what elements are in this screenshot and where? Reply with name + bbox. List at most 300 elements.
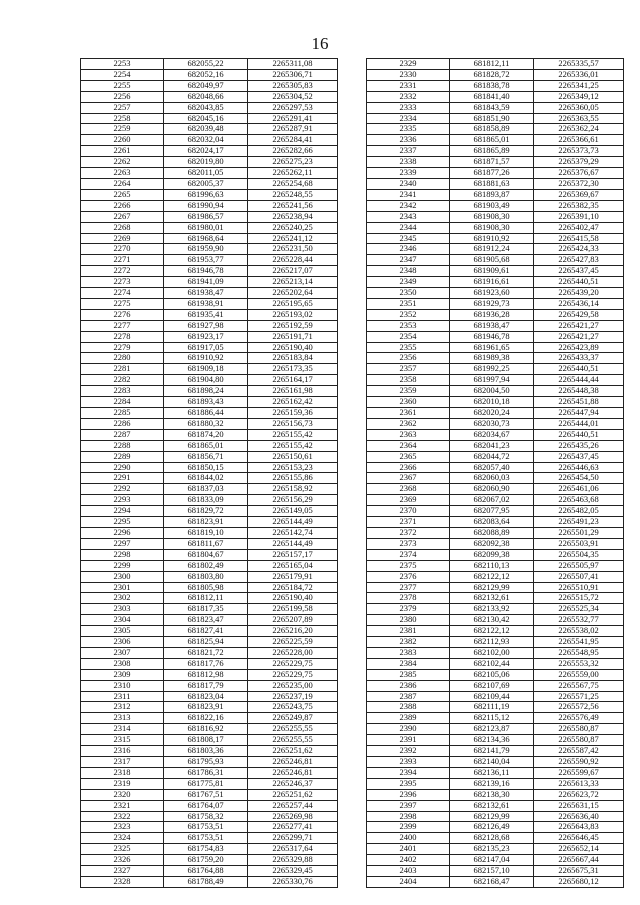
- point-number-cell: 2326: [81, 855, 164, 866]
- table-row: [367, 506, 624, 517]
- x-coordinate-cell: 681997,94: [450, 375, 534, 386]
- point-number-cell: 2284: [81, 397, 164, 408]
- y-coordinate-cell: 2265173,35: [248, 364, 338, 375]
- point-number-cell: 2365: [367, 451, 450, 462]
- point-number-cell: 2266: [81, 200, 164, 211]
- y-coordinate-cell: 2265675,31: [534, 866, 624, 877]
- x-coordinate-cell: 681803,36: [164, 746, 248, 757]
- point-number-cell: 2356: [367, 353, 450, 364]
- y-coordinate-cell: 2265202,64: [248, 288, 338, 299]
- point-number-cell: 2304: [81, 615, 164, 626]
- y-coordinate-cell: 2265228,44: [248, 255, 338, 266]
- y-coordinate-cell: 2265311,08: [248, 59, 338, 70]
- point-number-cell: 2279: [81, 342, 164, 353]
- point-number-cell: 2305: [81, 626, 164, 637]
- y-coordinate-cell: 2265229,75: [248, 658, 338, 669]
- y-coordinate-cell: 2265183,84: [248, 353, 338, 364]
- x-coordinate-cell: 681936,28: [450, 309, 534, 320]
- y-coordinate-cell: 2265165,04: [248, 560, 338, 571]
- x-coordinate-cell: 681929,73: [450, 298, 534, 309]
- table-row: [81, 440, 338, 451]
- x-coordinate-cell: 682043,85: [164, 102, 248, 113]
- y-coordinate-cell: 2265454,50: [534, 473, 624, 484]
- point-number-cell: 2392: [367, 746, 450, 757]
- point-number-cell: 2267: [81, 211, 164, 222]
- table-row: [367, 746, 624, 757]
- point-number-cell: 2265: [81, 189, 164, 200]
- point-number-cell: 2264: [81, 178, 164, 189]
- y-coordinate-cell: 2265199,58: [248, 604, 338, 615]
- y-coordinate-cell: 2265284,41: [248, 135, 338, 146]
- y-coordinate-cell: 2265162,42: [248, 397, 338, 408]
- table-row: [81, 615, 338, 626]
- point-number-cell: 2398: [367, 811, 450, 822]
- y-coordinate-cell: 2265349,12: [534, 91, 624, 102]
- y-coordinate-cell: 2265446,63: [534, 462, 624, 473]
- y-coordinate-cell: 2265217,07: [248, 266, 338, 277]
- table-row: [81, 506, 338, 517]
- table-row: [367, 418, 624, 429]
- y-coordinate-cell: 2265158,92: [248, 484, 338, 495]
- table-row: [81, 800, 338, 811]
- point-number-cell: 2385: [367, 669, 450, 680]
- point-number-cell: 2281: [81, 364, 164, 375]
- y-coordinate-cell: 2265435,26: [534, 440, 624, 451]
- y-coordinate-cell: 2265415,58: [534, 233, 624, 244]
- x-coordinate-cell: 682099,38: [450, 549, 534, 560]
- y-coordinate-cell: 2265257,44: [248, 800, 338, 811]
- table-row: [367, 844, 624, 855]
- y-coordinate-cell: 2265287,91: [248, 124, 338, 135]
- x-coordinate-cell: 681817,79: [164, 680, 248, 691]
- y-coordinate-cell: 2265193,02: [248, 309, 338, 320]
- point-number-cell: 2325: [81, 844, 164, 855]
- table-row: [81, 331, 338, 342]
- table-row: [367, 658, 624, 669]
- table-row: [81, 855, 338, 866]
- table-row: [367, 342, 624, 353]
- table-row: [81, 397, 338, 408]
- x-coordinate-cell: 682139,16: [450, 778, 534, 789]
- point-number-cell: 2282: [81, 375, 164, 386]
- table-row: [367, 680, 624, 691]
- x-coordinate-cell: 681754,83: [164, 844, 248, 855]
- y-coordinate-cell: 2265255,55: [248, 724, 338, 735]
- point-number-cell: 2314: [81, 724, 164, 735]
- y-coordinate-cell: 2265144,49: [248, 538, 338, 549]
- x-coordinate-cell: 681968,64: [164, 233, 248, 244]
- x-coordinate-cell: 681823,04: [164, 691, 248, 702]
- point-number-cell: 2255: [81, 80, 164, 91]
- table-row: [81, 571, 338, 582]
- x-coordinate-cell: 682168,47: [450, 876, 534, 887]
- point-number-cell: 2333: [367, 102, 450, 113]
- point-number-cell: 2379: [367, 604, 450, 615]
- x-coordinate-cell: 681961,65: [450, 342, 534, 353]
- x-coordinate-cell: 681986,57: [164, 211, 248, 222]
- y-coordinate-cell: 2265437,45: [534, 451, 624, 462]
- x-coordinate-cell: 682102,00: [450, 647, 534, 658]
- x-coordinate-cell: 681819,10: [164, 527, 248, 538]
- table-row: [367, 386, 624, 397]
- y-coordinate-cell: 2265179,91: [248, 571, 338, 582]
- table-row: [81, 91, 338, 102]
- y-coordinate-cell: 2265304,52: [248, 91, 338, 102]
- table-row: [81, 375, 338, 386]
- point-number-cell: 2276: [81, 309, 164, 320]
- table-row: [367, 866, 624, 877]
- x-coordinate-cell: 682105,06: [450, 669, 534, 680]
- table-row: [81, 157, 338, 168]
- y-coordinate-cell: 2265191,71: [248, 331, 338, 342]
- table-row: [367, 124, 624, 135]
- point-number-cell: 2346: [367, 244, 450, 255]
- x-coordinate-cell: 681822,16: [164, 713, 248, 724]
- point-number-cell: 2285: [81, 408, 164, 419]
- table-row: [367, 113, 624, 124]
- table-row: [367, 157, 624, 168]
- point-number-cell: 2383: [367, 647, 450, 658]
- table-row: [367, 724, 624, 735]
- x-coordinate-cell: 682122,12: [450, 571, 534, 582]
- y-coordinate-cell: 2265237,19: [248, 691, 338, 702]
- y-coordinate-cell: 2265501,29: [534, 527, 624, 538]
- x-coordinate-cell: 682048,66: [164, 91, 248, 102]
- y-coordinate-cell: 2265421,27: [534, 320, 624, 331]
- point-number-cell: 2257: [81, 102, 164, 113]
- point-number-cell: 2396: [367, 789, 450, 800]
- point-number-cell: 2400: [367, 833, 450, 844]
- point-number-cell: 2368: [367, 484, 450, 495]
- point-number-cell: 2321: [81, 800, 164, 811]
- x-coordinate-cell: 682083,64: [450, 517, 534, 528]
- point-number-cell: 2287: [81, 429, 164, 440]
- x-coordinate-cell: 681904,80: [164, 375, 248, 386]
- point-number-cell: 2331: [367, 80, 450, 91]
- point-number-cell: 2387: [367, 691, 450, 702]
- x-coordinate-cell: 681753,51: [164, 822, 248, 833]
- table-row: [367, 168, 624, 179]
- x-coordinate-cell: 681908,30: [450, 222, 534, 233]
- point-number-cell: 2341: [367, 189, 450, 200]
- table-row: [367, 637, 624, 648]
- point-number-cell: 2382: [367, 637, 450, 648]
- table-row: [81, 789, 338, 800]
- x-coordinate-cell: 681877,26: [450, 168, 534, 179]
- point-number-cell: 2332: [367, 91, 450, 102]
- table-row: [367, 822, 624, 833]
- point-number-cell: 2347: [367, 255, 450, 266]
- y-coordinate-cell: 2265372,30: [534, 178, 624, 189]
- point-number-cell: 2327: [81, 866, 164, 877]
- point-number-cell: 2378: [367, 593, 450, 604]
- point-number-cell: 2253: [81, 59, 164, 70]
- table-row: [81, 320, 338, 331]
- y-coordinate-cell: 2265379,29: [534, 157, 624, 168]
- x-coordinate-cell: 682030,73: [450, 418, 534, 429]
- x-coordinate-cell: 681821,72: [164, 647, 248, 658]
- y-coordinate-cell: 2265262,11: [248, 168, 338, 179]
- x-coordinate-cell: 681844,02: [164, 473, 248, 484]
- point-number-cell: 2322: [81, 811, 164, 822]
- table-row: [367, 59, 624, 70]
- x-coordinate-cell: 681927,98: [164, 320, 248, 331]
- y-coordinate-cell: 2265269,98: [248, 811, 338, 822]
- table-row: [81, 876, 338, 887]
- table-row: [81, 582, 338, 593]
- x-coordinate-cell: 682060,03: [450, 473, 534, 484]
- table-row: [367, 266, 624, 277]
- y-coordinate-cell: 2265646,45: [534, 833, 624, 844]
- table-row: [367, 549, 624, 560]
- point-number-cell: 2318: [81, 767, 164, 778]
- table-row: [367, 615, 624, 626]
- table-row: [81, 168, 338, 179]
- x-coordinate-cell: 681905,68: [450, 255, 534, 266]
- x-coordinate-cell: 681841,40: [450, 91, 534, 102]
- point-number-cell: 2403: [367, 866, 450, 877]
- point-number-cell: 2310: [81, 680, 164, 691]
- table-row: [81, 680, 338, 691]
- point-number-cell: 2254: [81, 69, 164, 80]
- x-coordinate-cell: 682112,93: [450, 637, 534, 648]
- coordinates-table-left: [80, 58, 338, 888]
- x-coordinate-cell: 681833,09: [164, 495, 248, 506]
- table-row: [81, 102, 338, 113]
- point-number-cell: 2259: [81, 124, 164, 135]
- y-coordinate-cell: 2265156,29: [248, 495, 338, 506]
- y-coordinate-cell: 2265366,61: [534, 135, 624, 146]
- x-coordinate-cell: 681903,49: [450, 200, 534, 211]
- point-number-cell: 2338: [367, 157, 450, 168]
- table-row: [81, 549, 338, 560]
- point-number-cell: 2388: [367, 702, 450, 713]
- point-number-cell: 2297: [81, 538, 164, 549]
- x-coordinate-cell: 681788,49: [164, 876, 248, 887]
- point-number-cell: 2380: [367, 615, 450, 626]
- y-coordinate-cell: 2265144,49: [248, 517, 338, 528]
- point-number-cell: 2311: [81, 691, 164, 702]
- point-number-cell: 2364: [367, 440, 450, 451]
- table-row: [367, 789, 624, 800]
- point-number-cell: 2260: [81, 135, 164, 146]
- y-coordinate-cell: 2265360,05: [534, 102, 624, 113]
- table-row: [81, 211, 338, 222]
- table-row: [367, 713, 624, 724]
- x-coordinate-cell: 682115,12: [450, 713, 534, 724]
- x-coordinate-cell: 681989,38: [450, 353, 534, 364]
- table-row: [81, 451, 338, 462]
- table-row: [81, 266, 338, 277]
- y-coordinate-cell: 2265440,51: [534, 429, 624, 440]
- point-number-cell: 2294: [81, 506, 164, 517]
- point-number-cell: 2372: [367, 527, 450, 538]
- y-coordinate-cell: 2265213,14: [248, 277, 338, 288]
- x-coordinate-cell: 682135,23: [450, 844, 534, 855]
- table-row: [81, 113, 338, 124]
- point-number-cell: 2328: [81, 876, 164, 887]
- x-coordinate-cell: 681871,57: [450, 157, 534, 168]
- point-number-cell: 2288: [81, 440, 164, 451]
- y-coordinate-cell: 2265149,05: [248, 506, 338, 517]
- point-number-cell: 2329: [367, 59, 450, 70]
- x-coordinate-cell: 681910,92: [450, 233, 534, 244]
- point-number-cell: 2273: [81, 277, 164, 288]
- y-coordinate-cell: 2265373,73: [534, 146, 624, 157]
- x-coordinate-cell: 681893,43: [164, 397, 248, 408]
- y-coordinate-cell: 2265231,50: [248, 244, 338, 255]
- x-coordinate-cell: 681923,60: [450, 288, 534, 299]
- x-coordinate-cell: 682044,72: [450, 451, 534, 462]
- x-coordinate-cell: 681786,31: [164, 767, 248, 778]
- table-row: [367, 244, 624, 255]
- point-number-cell: 2307: [81, 647, 164, 658]
- table-row: [367, 855, 624, 866]
- point-number-cell: 2316: [81, 746, 164, 757]
- x-coordinate-cell: 681909,18: [164, 364, 248, 375]
- table-row: [81, 80, 338, 91]
- table-row: [367, 527, 624, 538]
- y-coordinate-cell: 2265652,14: [534, 844, 624, 855]
- point-number-cell: 2334: [367, 113, 450, 124]
- x-coordinate-cell: 681946,78: [450, 331, 534, 342]
- table-row: [81, 484, 338, 495]
- y-coordinate-cell: 2265427,83: [534, 255, 624, 266]
- table-row: [367, 604, 624, 615]
- y-coordinate-cell: 2265667,44: [534, 855, 624, 866]
- table-row: [367, 495, 624, 506]
- point-number-cell: 2271: [81, 255, 164, 266]
- table-row: [367, 255, 624, 266]
- x-coordinate-cell: 681758,32: [164, 811, 248, 822]
- point-number-cell: 2270: [81, 244, 164, 255]
- x-coordinate-cell: 682140,04: [450, 757, 534, 768]
- x-coordinate-cell: 682055,22: [164, 59, 248, 70]
- y-coordinate-cell: 2265275,23: [248, 157, 338, 168]
- x-coordinate-cell: 682057,40: [450, 462, 534, 473]
- point-number-cell: 2351: [367, 298, 450, 309]
- y-coordinate-cell: 2265424,33: [534, 244, 624, 255]
- y-coordinate-cell: 2265491,23: [534, 517, 624, 528]
- point-number-cell: 2277: [81, 320, 164, 331]
- y-coordinate-cell: 2265155,42: [248, 440, 338, 451]
- table-row: [81, 353, 338, 364]
- x-coordinate-cell: 682134,36: [450, 735, 534, 746]
- y-coordinate-cell: 2265482,05: [534, 506, 624, 517]
- x-coordinate-cell: 681812,11: [450, 59, 534, 70]
- x-coordinate-cell: 681923,17: [164, 331, 248, 342]
- x-coordinate-cell: 681881,63: [450, 178, 534, 189]
- x-coordinate-cell: 682107,69: [450, 680, 534, 691]
- point-number-cell: 2367: [367, 473, 450, 484]
- y-coordinate-cell: 2265240,25: [248, 222, 338, 233]
- table-row: [81, 429, 338, 440]
- point-number-cell: 2315: [81, 735, 164, 746]
- table-row: [81, 255, 338, 266]
- point-number-cell: 2317: [81, 757, 164, 768]
- point-number-cell: 2375: [367, 560, 450, 571]
- x-coordinate-cell: 682132,61: [450, 593, 534, 604]
- x-coordinate-cell: 681865,89: [450, 146, 534, 157]
- table-row: [81, 124, 338, 135]
- x-coordinate-cell: 681764,07: [164, 800, 248, 811]
- point-number-cell: 2349: [367, 277, 450, 288]
- x-coordinate-cell: 681805,98: [164, 582, 248, 593]
- y-coordinate-cell: 2265291,41: [248, 113, 338, 124]
- y-coordinate-cell: 2265335,57: [534, 59, 624, 70]
- table-row: [367, 473, 624, 484]
- point-number-cell: 2357: [367, 364, 450, 375]
- x-coordinate-cell: 682109,44: [450, 691, 534, 702]
- point-number-cell: 2376: [367, 571, 450, 582]
- point-number-cell: 2258: [81, 113, 164, 124]
- table-row: [81, 189, 338, 200]
- table-row: [367, 364, 624, 375]
- y-coordinate-cell: 2265505,97: [534, 560, 624, 571]
- y-coordinate-cell: 2265192,59: [248, 320, 338, 331]
- y-coordinate-cell: 2265580,87: [534, 735, 624, 746]
- x-coordinate-cell: 681990,94: [164, 200, 248, 211]
- x-coordinate-cell: 681795,93: [164, 757, 248, 768]
- x-coordinate-cell: 682024,17: [164, 146, 248, 157]
- page-number: 16: [311, 34, 329, 53]
- table-row: [81, 626, 338, 637]
- x-coordinate-cell: 681828,72: [450, 69, 534, 80]
- x-coordinate-cell: 682019,80: [164, 157, 248, 168]
- x-coordinate-cell: 681823,91: [164, 517, 248, 528]
- y-coordinate-cell: 2265463,68: [534, 495, 624, 506]
- x-coordinate-cell: 681893,87: [450, 189, 534, 200]
- point-number-cell: 2393: [367, 757, 450, 768]
- table-row: [367, 669, 624, 680]
- table-row: [81, 757, 338, 768]
- y-coordinate-cell: 2265538,02: [534, 626, 624, 637]
- x-coordinate-cell: 682102,44: [450, 658, 534, 669]
- y-coordinate-cell: 2265510,91: [534, 582, 624, 593]
- y-coordinate-cell: 2265553,32: [534, 658, 624, 669]
- point-number-cell: 2324: [81, 833, 164, 844]
- y-coordinate-cell: 2265282,66: [248, 146, 338, 157]
- x-coordinate-cell: 682092,38: [450, 538, 534, 549]
- x-coordinate-cell: 681980,01: [164, 222, 248, 233]
- point-number-cell: 2345: [367, 233, 450, 244]
- point-number-cell: 2352: [367, 309, 450, 320]
- point-number-cell: 2373: [367, 538, 450, 549]
- x-coordinate-cell: 682011,05: [164, 168, 248, 179]
- y-coordinate-cell: 2265461,06: [534, 484, 624, 495]
- table-row: [367, 277, 624, 288]
- y-coordinate-cell: 2265157,17: [248, 549, 338, 560]
- point-number-cell: 2278: [81, 331, 164, 342]
- y-coordinate-cell: 2265297,53: [248, 102, 338, 113]
- y-coordinate-cell: 2265254,68: [248, 178, 338, 189]
- x-coordinate-cell: 681959,90: [164, 244, 248, 255]
- table-row: [367, 298, 624, 309]
- table-row: [367, 102, 624, 113]
- y-coordinate-cell: 2265567,75: [534, 680, 624, 691]
- point-number-cell: 2355: [367, 342, 450, 353]
- y-coordinate-cell: 2265184,72: [248, 582, 338, 593]
- table-row: [81, 647, 338, 658]
- point-number-cell: 2272: [81, 266, 164, 277]
- point-number-cell: 2386: [367, 680, 450, 691]
- x-coordinate-cell: 681827,41: [164, 626, 248, 637]
- table-row: [81, 69, 338, 80]
- table-row: [81, 418, 338, 429]
- table-row: [367, 571, 624, 582]
- point-number-cell: 2371: [367, 517, 450, 528]
- y-coordinate-cell: 2265429,58: [534, 309, 624, 320]
